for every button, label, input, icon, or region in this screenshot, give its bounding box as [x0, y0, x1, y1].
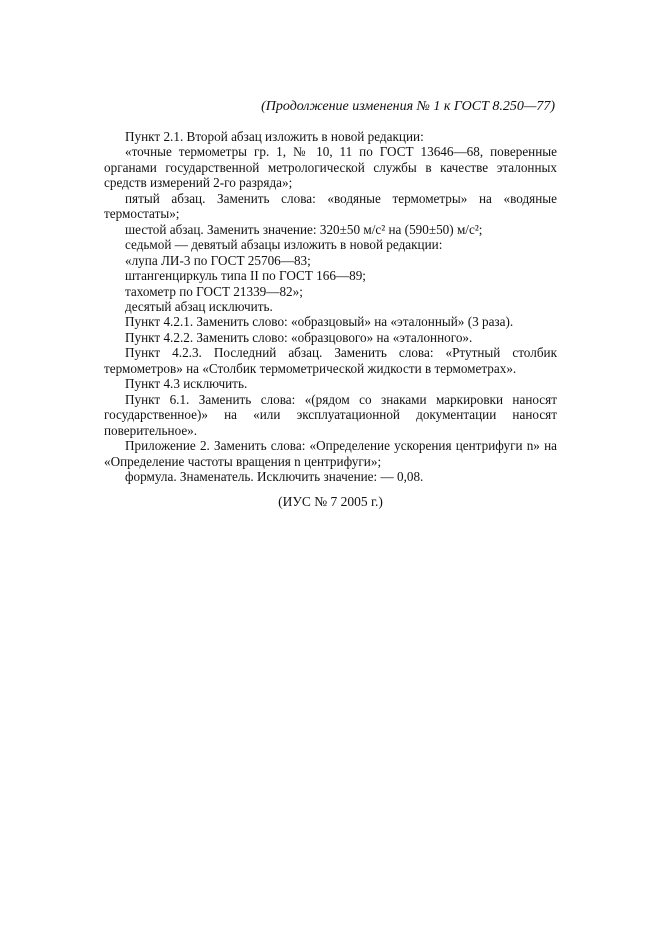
paragraph: формула. Знаменатель. Исключить значение: — 0,08. — [125, 468, 424, 484]
paragraph: Приложение 2. Заменить слова: «Определение ускорения центрифуги n» на «Определение частоты вращения n центрифуги»; — [104, 438, 557, 469]
paragraph: «точные термометры гр. 1, № 10, 11 по ГОСТ 13646—68, поверенные органами государственной метрологической службы в качестве эталонных средств измерений 2-го разряда»; — [104, 144, 557, 191]
paragraph: пятый абзац. Заменить слова: «водяные термометры» на «водяные термостаты»; — [104, 190, 557, 222]
paragraph: шестой абзац. Заменить значение: 320±50 м/с² на (590±50) м/с²; — [125, 221, 483, 237]
paragraph: Пункт 4.3 исключить. — [125, 376, 248, 392]
paragraph: «лупа ЛИ-3 по ГОСТ 25706—83; — [125, 252, 311, 268]
paragraph: Пункт 4.2.2. Заменить слово: «образцового» на «эталонного». — [125, 329, 473, 345]
paragraph: Пункт 6.1. Заменить слова: «(рядом со знаками маркировки наносят государственное)» на «или эксплуатационной документации наносят поверительное». — [104, 391, 557, 438]
paragraph: Пункт 2.1. Второй абзац изложить в новой редакции: — [125, 129, 424, 144]
document-header: (Продолжение изменения № 1 к ГОСТ 8.250—77) — [261, 99, 555, 114]
paragraph: штангенциркуль типа II по ГОСТ 166—89; — [125, 268, 366, 284]
paragraph: десятый абзац исключить. — [125, 298, 273, 314]
document-footer: (ИУС № 7 2005 г.) — [278, 494, 383, 510]
paragraph: Пункт 4.2.1. Заменить слово: «образцовый» на «эталонный» (3 раза). — [125, 314, 514, 330]
paragraph: седьмой — девятый абзацы изложить в новой редакции: — [125, 237, 443, 253]
paragraph: Пункт 4.2.3. Последний абзац. Заменить слова: «Ртутный столбик термометров» на «Столбик термометрической жидкости в термометрах». — [104, 345, 557, 376]
document-body — [104, 129, 557, 510]
paragraph: тахометр по ГОСТ 21339—82»; — [125, 283, 303, 299]
